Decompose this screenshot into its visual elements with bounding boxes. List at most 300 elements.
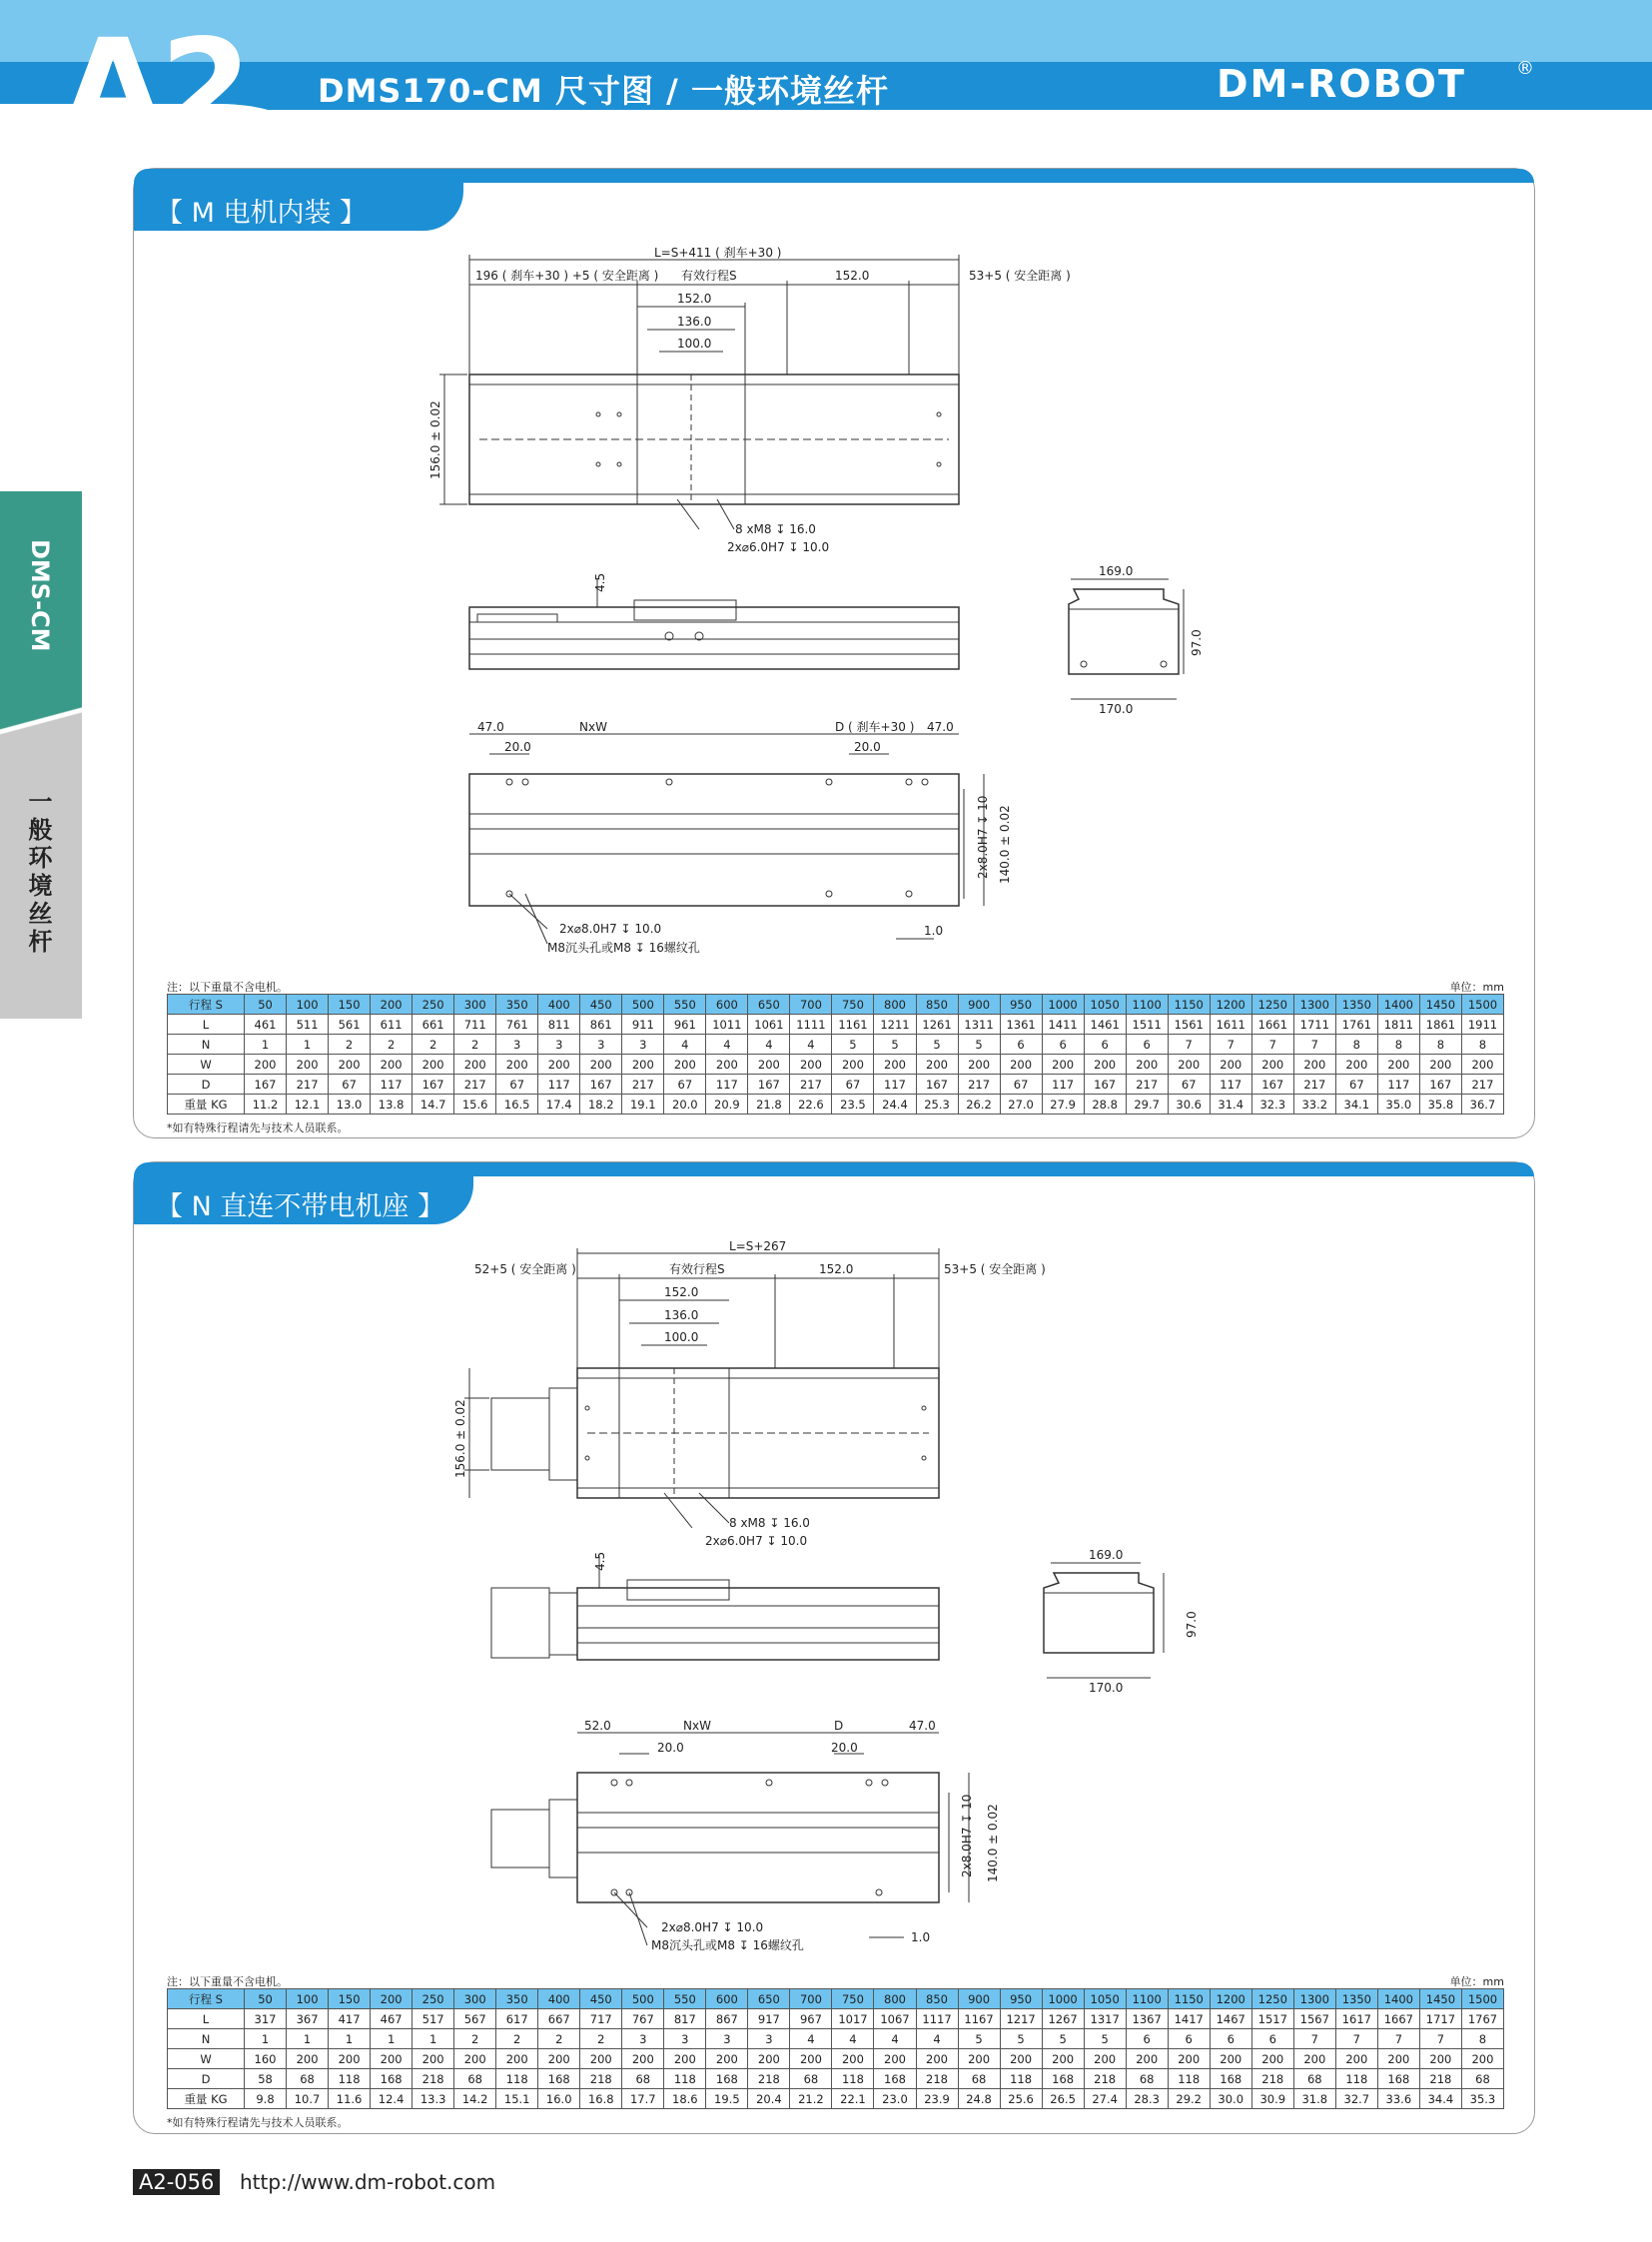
- table-cell: 7: [1335, 2029, 1377, 2049]
- table-cell: 200: [958, 1055, 1000, 1075]
- table-cell: 100: [287, 995, 329, 1015]
- table-cell: 200: [1293, 1055, 1335, 1075]
- table-cell: 7: [1168, 1035, 1210, 1055]
- table-cell: 1061: [748, 1015, 790, 1035]
- table-cell: 1067: [874, 2009, 916, 2029]
- table-cell: 100: [287, 1989, 329, 2009]
- table-cell: 200: [1293, 2049, 1335, 2069]
- table-cell: 200: [1377, 2049, 1419, 2069]
- table-cell: 200: [538, 1055, 580, 1075]
- table-cell: 1511: [1126, 1015, 1168, 1035]
- table-cell: 611: [371, 1015, 413, 1035]
- page-title: DMS170-CM 尺寸图 / 一般环境丝杆: [318, 72, 889, 110]
- table-cell: 2: [371, 1035, 413, 1055]
- table-cell: 16.8: [580, 2089, 622, 2109]
- table-cell: 7: [1293, 2029, 1335, 2049]
- table-cell: 18.6: [664, 2089, 706, 2109]
- table-cell: 1317: [1084, 2009, 1126, 2029]
- table-cell: 2: [454, 1035, 496, 1055]
- table-cell: 1261: [916, 1015, 958, 1035]
- dim-n-140: 140.0 ± 0.02: [986, 1804, 1000, 1882]
- table-cell: 1: [413, 2029, 454, 2049]
- table-cell: 218: [413, 2069, 454, 2089]
- table-cell: 200: [790, 2049, 832, 2069]
- dim-n-45: 4.5: [593, 1551, 607, 1571]
- table-cell: 2: [329, 1035, 371, 1055]
- table-cell: 118: [832, 2069, 874, 2089]
- table-cell: 167: [916, 1075, 958, 1095]
- table-cell: 561: [329, 1015, 371, 1035]
- table-cell: 8: [1377, 1035, 1419, 1055]
- table-cell: 200: [371, 1989, 413, 2009]
- table-cell: 34.4: [1419, 2089, 1461, 2109]
- table-cell: 200: [329, 1055, 371, 1075]
- table-cell: 200: [916, 2049, 958, 2069]
- table-cell: 1450: [1419, 1989, 1461, 2009]
- table-cell: 21.8: [748, 1095, 790, 1115]
- dim-n-100: 100.0: [664, 1330, 699, 1344]
- table-cell: 1200: [1210, 1989, 1251, 2009]
- table-cell: 117: [1042, 1075, 1084, 1095]
- table-cell: 29.2: [1168, 2089, 1210, 2109]
- table-n-footnote: *如有特殊行程请先与技术人员联系。: [167, 2116, 349, 2129]
- table-cell: 10.7: [287, 2089, 329, 2109]
- table-cell: 1017: [832, 2009, 874, 2029]
- dim-m-pin8v: 2x8.0H7 ↧ 10: [976, 795, 990, 879]
- table-cell: 1661: [1251, 1015, 1293, 1035]
- dim-m-20r: 20.0: [854, 740, 881, 754]
- table-cell: 35.3: [1461, 2089, 1503, 2109]
- table-cell: 1617: [1335, 2009, 1377, 2029]
- dim-m-97: 97.0: [1190, 629, 1204, 656]
- dim-m-47: 47.0: [477, 720, 504, 734]
- table-cell: 3: [622, 1035, 664, 1055]
- table-cell: 1050: [1084, 1989, 1126, 2009]
- table-cell: 200: [454, 2049, 496, 2069]
- table-cell: 19.1: [622, 1095, 664, 1115]
- website-link[interactable]: http://www.dm-robot.com: [240, 2170, 496, 2194]
- table-cell: 1911: [1461, 1015, 1503, 1035]
- table-cell: 200: [1210, 2049, 1251, 2069]
- dim-n-152: 152.0: [819, 1262, 854, 1276]
- table-cell: 800: [874, 1989, 916, 2009]
- dim-m-left: 196 ( 刹车+30 ) +5 ( 安全距离 ): [475, 269, 659, 283]
- table-cell: 3: [706, 2029, 748, 2049]
- table-row: [168, 1055, 1504, 1075]
- table-cell: 5: [1000, 2029, 1042, 2049]
- table-cell: 911: [622, 1015, 664, 1035]
- table-cell: 168: [1377, 2069, 1419, 2089]
- table-cell: 217: [622, 1075, 664, 1095]
- table-cell: 200: [1461, 1055, 1503, 1075]
- table-cell: 168: [538, 2069, 580, 2089]
- table-cell: 7: [1251, 1035, 1293, 1055]
- dim-m-170: 170.0: [1099, 702, 1134, 716]
- dim-n-safe-right: 53+5 ( 安全距离 ): [944, 1262, 1046, 1276]
- table-cell: 1500: [1461, 1989, 1503, 2009]
- registered-mark: ®: [1516, 58, 1534, 79]
- table-cell: 200: [371, 2049, 413, 2069]
- table-cell: 18.2: [580, 1095, 622, 1115]
- table-cell: 17.7: [622, 2089, 664, 2109]
- table-cell: 12.1: [287, 1095, 329, 1115]
- table-cell: 661: [413, 1015, 454, 1035]
- table-cell: 68: [1126, 2069, 1168, 2089]
- table-cell: 1217: [1000, 2009, 1042, 2029]
- drawing-m: [419, 245, 1318, 964]
- table-cell: 5: [1084, 2029, 1126, 2049]
- table-cell: 5: [832, 1035, 874, 1055]
- table-cell: 5: [958, 2029, 1000, 2049]
- table-cell: 200: [580, 2049, 622, 2069]
- table-cell: 200: [622, 1055, 664, 1075]
- dim-n-97: 97.0: [1185, 1611, 1199, 1638]
- dim-n-52: 52.0: [584, 1719, 611, 1733]
- table-cell: 200: [664, 1055, 706, 1075]
- table-cell: 118: [496, 2069, 538, 2089]
- table-cell: 200: [580, 1055, 622, 1075]
- table-cell: 750: [832, 995, 874, 1015]
- table-cell: 23.5: [832, 1095, 874, 1115]
- table-cell: 200: [1168, 1055, 1210, 1075]
- table-cell: 417: [329, 2009, 371, 2029]
- side-tab-divider: [0, 699, 82, 739]
- table-cell: 200: [706, 2049, 748, 2069]
- table-cell: 4: [706, 1035, 748, 1055]
- table-cell: 50: [245, 995, 287, 1015]
- dim-m-152b: 152.0: [677, 292, 712, 306]
- table-cell: 16.5: [496, 1095, 538, 1115]
- panel-n-tab: [134, 1176, 473, 1224]
- panel-n-bar: [134, 1162, 1534, 1176]
- table-cell: 200: [413, 2049, 454, 2069]
- table-cell: 1367: [1126, 2009, 1168, 2029]
- table-cell: 9.8: [245, 2089, 287, 2109]
- table-cell: 950: [1000, 995, 1042, 1015]
- table-cell: 817: [664, 2009, 706, 2029]
- table-cell: 1611: [1210, 1015, 1251, 1035]
- table-cell: 117: [371, 1075, 413, 1095]
- table-cell: 68: [454, 2069, 496, 2089]
- side-series-label: DMS-CM: [26, 539, 54, 652]
- dim-m-nxw: NxW: [579, 720, 607, 734]
- table-cell: 200: [1210, 1055, 1251, 1075]
- spec-table-m: [167, 994, 1504, 1115]
- table-cell: 68: [1293, 2069, 1335, 2089]
- row-label-cell: 行程 S: [168, 995, 245, 1015]
- table-cell: 850: [916, 1989, 958, 2009]
- table-cell: 218: [1251, 2069, 1293, 2089]
- table-cell: 500: [622, 995, 664, 1015]
- table-cell: 217: [1293, 1075, 1335, 1095]
- table-cell: 3: [664, 2029, 706, 2049]
- table-cell: 300: [454, 995, 496, 1015]
- table-cell: 7: [1210, 1035, 1251, 1055]
- table-cell: 1: [287, 2029, 329, 2049]
- table-m-unit: 单位：mm: [1449, 981, 1504, 994]
- table-cell: 1200: [1210, 995, 1251, 1015]
- table-cell: 35.8: [1419, 1095, 1461, 1115]
- table-cell: 168: [706, 2069, 748, 2089]
- table-cell: 218: [580, 2069, 622, 2089]
- table-cell: 4: [790, 1035, 832, 1055]
- table-cell: 13.3: [413, 2089, 454, 2109]
- table-cell: 367: [287, 2009, 329, 2029]
- table-row: [168, 2009, 1504, 2029]
- table-cell: 200: [371, 1055, 413, 1075]
- table-cell: 117: [1377, 1075, 1419, 1095]
- table-cell: 200: [287, 1055, 329, 1075]
- table-cell: 11.6: [329, 2089, 371, 2109]
- table-cell: 450: [580, 995, 622, 1015]
- dim-n-20r: 20.0: [831, 1741, 858, 1755]
- table-row: [168, 1035, 1504, 1055]
- table-cell: 217: [1461, 1075, 1503, 1095]
- table-cell: 600: [706, 995, 748, 1015]
- table-cell: 200: [1251, 2049, 1293, 2069]
- dim-n-pin6: 2x⌀6.0H7 ↧ 10.0: [705, 1534, 808, 1548]
- table-cell: 68: [958, 2069, 1000, 2089]
- table-cell: 200: [958, 2049, 1000, 2069]
- table-cell: 1011: [706, 1015, 748, 1035]
- table-cell: 6: [1084, 1035, 1126, 1055]
- dim-m-m8: 8 xM8 ↧ 16.0: [735, 522, 816, 536]
- table-cell: 19.5: [706, 2089, 748, 2109]
- table-cell: 8: [1461, 1035, 1503, 1055]
- table-cell: 217: [1126, 1075, 1168, 1095]
- table-cell: 6: [1168, 2029, 1210, 2049]
- table-cell: 667: [538, 2009, 580, 2029]
- side-category-label: 一般环境丝杆: [24, 789, 52, 957]
- table-cell: 1: [371, 2029, 413, 2049]
- table-cell: 1050: [1084, 995, 1126, 1015]
- table-cell: 1811: [1377, 1015, 1419, 1035]
- table-header-row: [168, 995, 1504, 1015]
- table-cell: 67: [1335, 1075, 1377, 1095]
- dim-m-L: L=S+411 ( 刹车+30 ): [654, 246, 782, 260]
- table-cell: 811: [538, 1015, 580, 1035]
- table-cell: 8: [1335, 1035, 1377, 1055]
- table-cell: 1400: [1377, 1989, 1419, 2009]
- table-cell: 400: [538, 995, 580, 1015]
- table-cell: 1: [329, 2029, 371, 2049]
- dim-n-L: L=S+267: [729, 1239, 787, 1253]
- table-cell: 967: [790, 2009, 832, 2029]
- table-cell: 67: [1168, 1075, 1210, 1095]
- table-cell: 1211: [874, 1015, 916, 1035]
- table-cell: 167: [1419, 1075, 1461, 1095]
- table-cell: 200: [1335, 1055, 1377, 1075]
- table-cell: 200: [454, 1055, 496, 1075]
- table-cell: 22.1: [832, 2089, 874, 2109]
- table-row: [168, 1015, 1504, 1035]
- table-cell: 1250: [1251, 995, 1293, 1015]
- table-cell: 1150: [1168, 1989, 1210, 2009]
- table-cell: 168: [1042, 2069, 1084, 2089]
- table-cell: 32.7: [1335, 2089, 1377, 2109]
- table-cell: 168: [1210, 2069, 1251, 2089]
- table-cell: 31.8: [1293, 2089, 1335, 2109]
- table-cell: 218: [1419, 2069, 1461, 2089]
- table-cell: 50: [245, 1989, 287, 2009]
- table-cell: 700: [790, 995, 832, 1015]
- table-cell: 1417: [1168, 2009, 1210, 2029]
- table-cell: 511: [287, 1015, 329, 1035]
- table-cell: 24.4: [874, 1095, 916, 1115]
- dim-m-safe-right: 53+5 ( 安全距离 ): [969, 269, 1071, 283]
- table-cell: 20.9: [706, 1095, 748, 1115]
- table-cell: 4: [664, 1035, 706, 1055]
- table-cell: 1400: [1377, 995, 1419, 1015]
- table-cell: 1111: [790, 1015, 832, 1035]
- table-cell: 800: [874, 995, 916, 1015]
- table-cell: 30.9: [1251, 2089, 1293, 2109]
- table-cell: 200: [496, 1055, 538, 1075]
- table-cell: 218: [916, 2069, 958, 2089]
- table-cell: 217: [790, 1075, 832, 1095]
- table-cell: 5: [958, 1035, 1000, 1055]
- dim-m-pin6: 2x⌀6.0H7 ↧ 10.0: [727, 540, 830, 554]
- table-cell: 200: [1000, 2049, 1042, 2069]
- table-cell: 3: [538, 1035, 580, 1055]
- table-cell: 650: [748, 995, 790, 1015]
- table-cell: 150: [329, 1989, 371, 2009]
- dim-n-47r: 47.0: [909, 1719, 936, 1733]
- table-cell: 1761: [1335, 1015, 1377, 1035]
- panel-m-tab: [134, 183, 463, 231]
- dim-m-152: 152.0: [835, 269, 870, 283]
- dim-n-152b: 152.0: [664, 1285, 699, 1299]
- table-cell: 1717: [1419, 2009, 1461, 2029]
- table-cell: 1861: [1419, 1015, 1461, 1035]
- table-cell: 517: [413, 2009, 454, 2029]
- table-cell: 26.5: [1042, 2089, 1084, 2109]
- table-cell: 27.9: [1042, 1095, 1084, 1115]
- table-cell: 1: [245, 1035, 287, 1055]
- table-cell: 1311: [958, 1015, 1000, 1035]
- dim-n-m8: 8 xM8 ↧ 16.0: [729, 1516, 810, 1530]
- dim-n-d: D: [834, 1719, 844, 1733]
- table-cell: 117: [706, 1075, 748, 1095]
- table-cell: 35.0: [1377, 1095, 1419, 1115]
- table-cell: 1411: [1042, 1015, 1084, 1035]
- table-cell: 217: [287, 1075, 329, 1095]
- table-cell: 4: [790, 2029, 832, 2049]
- table-cell: 761: [496, 1015, 538, 1035]
- table-cell: 200: [874, 1055, 916, 1075]
- table-cell: 550: [664, 995, 706, 1015]
- table-cell: 200: [496, 2049, 538, 2069]
- table-cell: 168: [371, 2069, 413, 2089]
- table-cell: 200: [413, 1055, 454, 1075]
- table-cell: 3: [496, 1035, 538, 1055]
- table-cell: 167: [748, 1075, 790, 1095]
- table-cell: 1567: [1293, 2009, 1335, 2029]
- table-cell: 567: [454, 2009, 496, 2029]
- table-cell: 617: [496, 2009, 538, 2029]
- table-row: [168, 2029, 1504, 2049]
- dim-n-m8hole: M8沉头孔或M8 ↧ 16螺纹孔: [651, 1938, 804, 1952]
- row-label-cell: L: [168, 2009, 245, 2029]
- table-cell: 150: [329, 995, 371, 1015]
- table-cell: 4: [874, 2029, 916, 2049]
- table-cell: 33.2: [1293, 1095, 1335, 1115]
- table-cell: 167: [1251, 1075, 1293, 1095]
- row-label-cell: W: [168, 1055, 245, 1075]
- page-number: A2-056: [133, 2169, 220, 2195]
- table-row: [168, 2089, 1504, 2109]
- table-cell: 200: [1084, 1055, 1126, 1075]
- table-cell: 26.2: [958, 1095, 1000, 1115]
- table-cell: 200: [371, 995, 413, 1015]
- table-cell: 200: [706, 1055, 748, 1075]
- table-cell: 167: [580, 1075, 622, 1095]
- table-cell: 6: [1210, 2029, 1251, 2049]
- table-header-row: [168, 1989, 1504, 2009]
- table-cell: 1361: [1000, 1015, 1042, 1035]
- table-cell: 14.2: [454, 2089, 496, 2109]
- table-cell: 1667: [1377, 2009, 1419, 2029]
- table-cell: 6: [1126, 2029, 1168, 2049]
- table-cell: 217: [958, 1075, 1000, 1095]
- table-cell: 750: [832, 1989, 874, 2009]
- table-cell: 1000: [1042, 1989, 1084, 2009]
- table-cell: 350: [496, 995, 538, 1015]
- table-cell: 6: [1042, 1035, 1084, 1055]
- table-cell: 1100: [1126, 995, 1168, 1015]
- table-cell: 200: [748, 1055, 790, 1075]
- table-cell: 3: [748, 2029, 790, 2049]
- table-cell: 1300: [1293, 1989, 1335, 2009]
- table-cell: 27.4: [1084, 2089, 1126, 2109]
- table-cell: 200: [1126, 2049, 1168, 2069]
- table-cell: 67: [496, 1075, 538, 1095]
- table-cell: 31.4: [1210, 1095, 1251, 1115]
- table-m-note: 注：以下重量不含电机。: [167, 981, 288, 994]
- dim-m-20: 20.0: [504, 740, 531, 754]
- table-cell: 250: [413, 995, 454, 1015]
- table-cell: 68: [622, 2069, 664, 2089]
- table-row: [168, 2049, 1504, 2069]
- table-cell: 711: [454, 1015, 496, 1035]
- row-label-cell: N: [168, 1035, 245, 1055]
- table-cell: 29.7: [1126, 1095, 1168, 1115]
- table-cell: 1767: [1461, 2009, 1503, 2029]
- table-cell: 25.6: [1000, 2089, 1042, 2109]
- row-label-cell: L: [168, 1015, 245, 1035]
- table-cell: 30.6: [1168, 1095, 1210, 1115]
- table-cell: 1517: [1251, 2009, 1293, 2029]
- table-cell: 8: [1461, 2029, 1503, 2049]
- table-cell: 13.8: [371, 1095, 413, 1115]
- table-cell: 167: [413, 1075, 454, 1095]
- table-cell: 11.2: [245, 1095, 287, 1115]
- row-label-cell: 重量 KG: [168, 1095, 245, 1115]
- table-cell: 3: [580, 1035, 622, 1055]
- table-cell: 200: [1419, 1055, 1461, 1075]
- row-label-cell: D: [168, 2069, 245, 2089]
- table-cell: 900: [958, 1989, 1000, 2009]
- table-cell: 2: [413, 1035, 454, 1055]
- table-cell: 68: [1461, 2069, 1503, 2089]
- dim-n-stroke: 有效行程S: [669, 1262, 725, 1276]
- table-cell: 317: [245, 2009, 287, 2029]
- table-cell: 217: [454, 1075, 496, 1095]
- table-cell: 36.7: [1461, 1095, 1503, 1115]
- table-cell: 200: [245, 1055, 287, 1075]
- table-cell: 650: [748, 1989, 790, 2009]
- table-cell: 200: [1168, 2049, 1210, 2069]
